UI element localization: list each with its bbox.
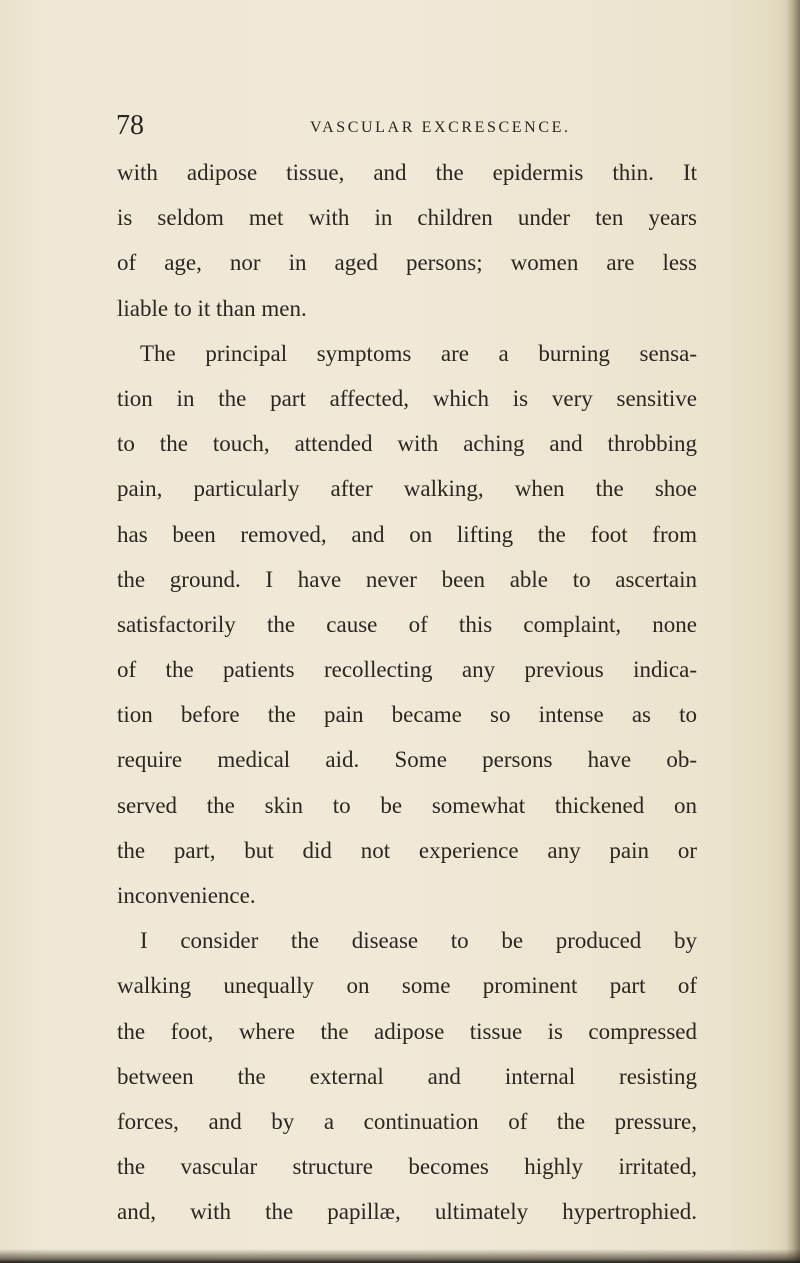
text-line: tion before the pain became so intense as to: [117, 702, 697, 728]
text-line: between the external and internal resisting: [117, 1063, 697, 1089]
text-line: tion in the part affected, which is very sensitive: [117, 385, 697, 411]
text-line: require medical aid. Some persons have ob-: [117, 747, 697, 773]
text-line: pain, particularly after walking, when the shoe: [117, 476, 697, 502]
text-line: to the touch, attended with aching and throbbing: [117, 431, 697, 457]
running-title: VASCULAR EXCRESCENCE.: [310, 119, 571, 136]
page-number: 78: [116, 110, 144, 141]
running-head: [116, 108, 696, 144]
page-bottom-edge: [0, 1249, 800, 1263]
text-line: forces, and by a continuation of the pressure,: [117, 1108, 697, 1134]
text-line: of the patients recollecting any previous indica-: [117, 657, 697, 683]
text-line: the ground. I have never been able to ascertain: [117, 566, 697, 592]
text-line: I consider the disease to be produced by: [140, 928, 697, 954]
text-line: inconvenience.: [117, 883, 256, 908]
text-line: served the skin to be somewhat thickened on: [117, 792, 697, 818]
text-line: walking unequally on some prominent part of: [117, 973, 697, 999]
text-line: and, with the papillæ, ultimately hypertrophied.: [117, 1199, 697, 1225]
text-line: liable to it than men.: [117, 295, 307, 321]
text-line: the vascular structure becomes highly irritated,: [117, 1154, 697, 1180]
text-line: satisfactorily the cause of this complaint, none: [117, 611, 697, 637]
page-edge-shadow: [786, 0, 800, 1263]
text-line: the part, but did not experience any pain or: [117, 837, 697, 863]
text-line: is seldom met with in children under ten years: [117, 205, 697, 231]
text-line: of age, nor in aged persons; women are less: [117, 250, 697, 276]
body-text: [117, 150, 697, 1235]
text-line: the foot, where the adipose tissue is compressed: [117, 1018, 697, 1044]
text-line: has been removed, and on lifting the foot from: [117, 521, 697, 547]
text-line: The principal symptoms are a burning sensa-: [140, 340, 697, 366]
text-line: with adipose tissue, and the epidermis thin. It: [117, 160, 697, 185]
